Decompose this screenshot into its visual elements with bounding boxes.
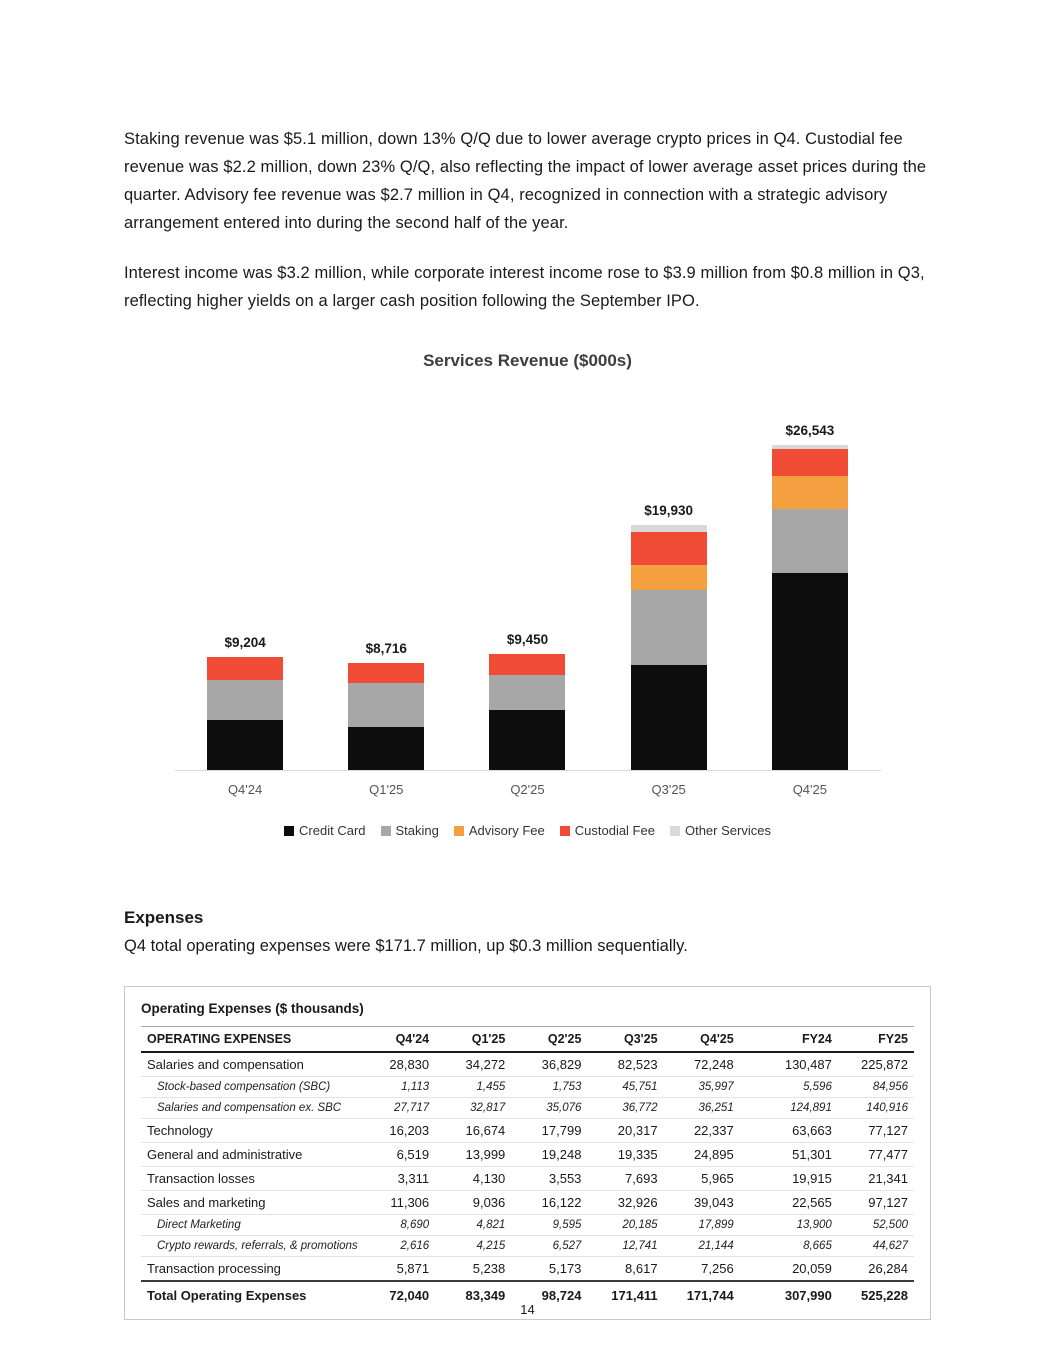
cell-value: 84,956 bbox=[838, 1077, 914, 1098]
chart-legend bbox=[124, 823, 931, 838]
cell-value: 5,173 bbox=[511, 1257, 587, 1282]
table-row-crypto-rewards-referrals-promotions bbox=[141, 1236, 914, 1257]
cell-value: 3,311 bbox=[359, 1167, 435, 1191]
cell-value: 171,744 bbox=[664, 1281, 740, 1309]
cell-value: 13,900 bbox=[762, 1215, 838, 1236]
bar-segment-staking bbox=[207, 680, 283, 720]
row-label: Total Operating Expenses bbox=[141, 1281, 359, 1309]
bar-segment-credit-card bbox=[207, 720, 283, 770]
cell-value: 5,238 bbox=[435, 1257, 511, 1282]
column-header-q1-25: Q1'25 bbox=[435, 1027, 511, 1053]
bar-segment-credit-card bbox=[348, 727, 424, 770]
cell-value: 21,144 bbox=[664, 1236, 740, 1257]
bar-q4-25 bbox=[772, 423, 848, 770]
column-header-q3-25: Q3'25 bbox=[587, 1027, 663, 1053]
row-spacer bbox=[740, 1119, 762, 1143]
cell-value: 20,317 bbox=[587, 1119, 663, 1143]
bar-segment-custodial-fee bbox=[348, 663, 424, 683]
cell-value: 35,076 bbox=[511, 1098, 587, 1119]
cell-value: 72,040 bbox=[359, 1281, 435, 1309]
cell-value: 97,127 bbox=[838, 1191, 914, 1215]
bar-q2-25 bbox=[489, 632, 565, 770]
bar-segment-staking bbox=[631, 590, 707, 665]
table-body bbox=[141, 1052, 914, 1309]
cell-value: 45,751 bbox=[587, 1077, 663, 1098]
legend-label-credit-card: Credit Card bbox=[299, 823, 366, 838]
bar-segment-custodial-fee bbox=[631, 532, 707, 565]
table-row-stock-based-compensation-sbc bbox=[141, 1077, 914, 1098]
services-revenue-chart bbox=[124, 351, 931, 838]
cell-value: 4,130 bbox=[435, 1167, 511, 1191]
legend-item-credit-card bbox=[284, 823, 365, 838]
bar-segment-credit-card bbox=[489, 710, 565, 770]
row-spacer bbox=[740, 1098, 762, 1119]
bar-segment-custodial-fee bbox=[772, 449, 848, 476]
table-row-general-and-administrative bbox=[141, 1143, 914, 1167]
bar-segment-advisory-fee bbox=[772, 476, 848, 509]
column-header-operating-expenses: OPERATING EXPENSES bbox=[141, 1027, 359, 1053]
column-header-fy25: FY25 bbox=[838, 1027, 914, 1053]
cell-value: 35,997 bbox=[664, 1077, 740, 1098]
legend-swatch-staking bbox=[381, 826, 391, 836]
cell-value: 7,693 bbox=[587, 1167, 663, 1191]
cell-value: 39,043 bbox=[664, 1191, 740, 1215]
table-row-sales-and-marketing bbox=[141, 1191, 914, 1215]
row-label: Salaries and compensation ex. SBC bbox=[141, 1098, 359, 1119]
cell-value: 83,349 bbox=[435, 1281, 511, 1309]
legend-item-custodial-fee bbox=[560, 823, 655, 838]
column-header-q4-25: Q4'25 bbox=[664, 1027, 740, 1053]
legend-item-other-services bbox=[670, 823, 771, 838]
bar-segment-credit-card bbox=[772, 573, 848, 770]
cell-value: 124,891 bbox=[762, 1098, 838, 1119]
cell-value: 8,690 bbox=[359, 1215, 435, 1236]
cell-value: 9,036 bbox=[435, 1191, 511, 1215]
row-label: Sales and marketing bbox=[141, 1191, 359, 1215]
cell-value: 82,523 bbox=[587, 1052, 663, 1077]
legend-swatch-other-services bbox=[670, 826, 680, 836]
bar-segment-staking bbox=[348, 683, 424, 727]
cell-value: 5,596 bbox=[762, 1077, 838, 1098]
bar-segment-staking bbox=[489, 675, 565, 710]
legend-item-advisory-fee bbox=[454, 823, 545, 838]
cell-value: 13,999 bbox=[435, 1143, 511, 1167]
legend-swatch-custodial-fee bbox=[560, 826, 570, 836]
table-header-row bbox=[141, 1027, 914, 1053]
legend-swatch-credit-card bbox=[284, 826, 294, 836]
bar-q4-24 bbox=[207, 635, 283, 770]
cell-value: 2,616 bbox=[359, 1236, 435, 1257]
legend-swatch-advisory-fee bbox=[454, 826, 464, 836]
table-row-direct-marketing bbox=[141, 1215, 914, 1236]
x-axis-label-q3-25: Q3'25 bbox=[651, 782, 686, 797]
header-spacer bbox=[740, 1027, 762, 1053]
row-label: Stock-based compensation (SBC) bbox=[141, 1077, 359, 1098]
cell-value: 16,122 bbox=[511, 1191, 587, 1215]
cell-value: 77,477 bbox=[838, 1143, 914, 1167]
cell-value: 8,617 bbox=[587, 1257, 663, 1282]
row-label: General and administrative bbox=[141, 1143, 359, 1167]
bar-total-label-q3-25: $19,930 bbox=[644, 503, 694, 518]
cell-value: 36,772 bbox=[587, 1098, 663, 1119]
cell-value: 20,185 bbox=[587, 1215, 663, 1236]
bar-q1-25 bbox=[348, 641, 424, 770]
cell-value: 98,724 bbox=[511, 1281, 587, 1309]
cell-value: 16,203 bbox=[359, 1119, 435, 1143]
row-label: Salaries and compensation bbox=[141, 1052, 359, 1077]
bar-segment-staking bbox=[772, 509, 848, 573]
cell-value: 36,251 bbox=[664, 1098, 740, 1119]
paragraph-interest-income: Interest income was $3.2 million, while corporate interest income rose to $3.9 million from $0.8 million in Q3, reflecting higher yields on a larger cash position following the September IPO. bbox=[124, 264, 925, 310]
cell-value: 22,337 bbox=[664, 1119, 740, 1143]
row-spacer bbox=[740, 1077, 762, 1098]
cell-value: 5,871 bbox=[359, 1257, 435, 1282]
cell-value: 140,916 bbox=[838, 1098, 914, 1119]
cell-value: 72,248 bbox=[664, 1052, 740, 1077]
cell-value: 3,553 bbox=[511, 1167, 587, 1191]
cell-value: 36,829 bbox=[511, 1052, 587, 1077]
cell-value: 4,215 bbox=[435, 1236, 511, 1257]
row-spacer bbox=[740, 1143, 762, 1167]
cell-value: 8,665 bbox=[762, 1236, 838, 1257]
cell-value: 225,872 bbox=[838, 1052, 914, 1077]
bar-segment-custodial-fee bbox=[489, 654, 565, 675]
expenses-heading: Expenses bbox=[124, 908, 204, 927]
cell-value: 9,595 bbox=[511, 1215, 587, 1236]
cell-value: 32,817 bbox=[435, 1098, 511, 1119]
cell-value: 4,821 bbox=[435, 1215, 511, 1236]
cell-value: 1,455 bbox=[435, 1077, 511, 1098]
cell-value: 26,284 bbox=[838, 1257, 914, 1282]
chart-plot-area bbox=[175, 399, 881, 771]
bar-segment-custodial-fee bbox=[207, 657, 283, 680]
cell-value: 34,272 bbox=[435, 1052, 511, 1077]
cell-value: 12,741 bbox=[587, 1236, 663, 1257]
table-title: Operating Expenses ($ thousands) bbox=[141, 1001, 364, 1016]
page-number: 14 bbox=[520, 1302, 535, 1317]
legend-label-custodial-fee: Custodial Fee bbox=[574, 823, 655, 838]
bar-segment-other-services bbox=[631, 525, 707, 532]
bar-total-label-q2-25: $9,450 bbox=[506, 632, 549, 647]
cell-value: 16,674 bbox=[435, 1119, 511, 1143]
bar-total-label-q4-24: $9,204 bbox=[224, 635, 266, 650]
bar-total-label-q4-25: $26,543 bbox=[785, 423, 835, 438]
table-row-technology bbox=[141, 1119, 914, 1143]
cell-value: 19,335 bbox=[587, 1143, 663, 1167]
table-row-salaries-and-compensation bbox=[141, 1052, 914, 1077]
expenses-summary-text: Q4 total operating expenses were $171.7 million, up $0.3 million sequentially. bbox=[124, 937, 688, 955]
cell-value: 171,411 bbox=[587, 1281, 663, 1309]
row-label: Transaction processing bbox=[141, 1257, 359, 1282]
cell-value: 307,990 bbox=[762, 1281, 838, 1309]
legend-label-advisory-fee: Advisory Fee bbox=[468, 823, 545, 838]
row-label: Transaction losses bbox=[141, 1167, 359, 1191]
bar-total-label-q1-25: $8,716 bbox=[365, 641, 407, 656]
x-axis-label-q2-25: Q2'25 bbox=[510, 782, 545, 797]
cell-value: 525,228 bbox=[838, 1281, 914, 1309]
legend-label-staking: Staking bbox=[395, 823, 439, 838]
cell-value: 19,248 bbox=[511, 1143, 587, 1167]
row-label: Direct Marketing bbox=[141, 1215, 359, 1236]
cell-value: 52,500 bbox=[838, 1215, 914, 1236]
cell-value: 11,306 bbox=[359, 1191, 435, 1215]
legend-label-other-services: Other Services bbox=[684, 823, 771, 838]
cell-value: 27,717 bbox=[359, 1098, 435, 1119]
row-spacer bbox=[740, 1257, 762, 1282]
cell-value: 21,341 bbox=[838, 1167, 914, 1191]
table-row-transaction-losses bbox=[141, 1167, 914, 1191]
row-label: Crypto rewards, referrals, & promotions bbox=[141, 1236, 359, 1257]
row-spacer bbox=[740, 1236, 762, 1257]
bar-segment-advisory-fee bbox=[631, 565, 707, 590]
operating-expenses-table-card bbox=[124, 986, 931, 1320]
legend-item-staking bbox=[381, 823, 439, 838]
cell-value: 17,899 bbox=[664, 1215, 740, 1236]
column-header-fy24: FY24 bbox=[762, 1027, 838, 1053]
cell-value: 63,663 bbox=[762, 1119, 838, 1143]
chart-title: Services Revenue ($000s) bbox=[423, 351, 632, 370]
table-row-transaction-processing bbox=[141, 1257, 914, 1282]
chart-x-axis bbox=[175, 771, 881, 797]
cell-value: 51,301 bbox=[762, 1143, 838, 1167]
x-axis-label-q1-25: Q1'25 bbox=[369, 782, 404, 797]
cell-value: 6,519 bbox=[359, 1143, 435, 1167]
cell-value: 5,965 bbox=[664, 1167, 740, 1191]
paragraph-staking-revenue: Staking revenue was $5.1 million, down 13% Q/Q due to lower average crypto prices in Q4. Custodial fee revenue was $2.2 million, down 23% Q/Q, also reflecting the impact of lower average asset prices during the quarter. Advisory fee revenue was $2.7 million in Q4, recognized in connection with a strategic advisory arrangement entered into during the second half of the year. bbox=[124, 130, 927, 232]
cell-value: 22,565 bbox=[762, 1191, 838, 1215]
cell-value: 130,487 bbox=[762, 1052, 838, 1077]
table-row-salaries-and-compensation-ex-sbc bbox=[141, 1098, 914, 1119]
bar-segment-credit-card bbox=[631, 665, 707, 770]
cell-value: 6,527 bbox=[511, 1236, 587, 1257]
x-axis-label-q4-24: Q4'24 bbox=[227, 782, 263, 797]
cell-value: 24,895 bbox=[664, 1143, 740, 1167]
row-spacer bbox=[740, 1191, 762, 1215]
cell-value: 1,113 bbox=[359, 1077, 435, 1098]
cell-value: 7,256 bbox=[664, 1257, 740, 1282]
row-spacer bbox=[740, 1215, 762, 1236]
cell-value: 77,127 bbox=[838, 1119, 914, 1143]
row-spacer bbox=[740, 1167, 762, 1191]
row-spacer bbox=[740, 1052, 762, 1077]
cell-value: 17,799 bbox=[511, 1119, 587, 1143]
cell-value: 28,830 bbox=[359, 1052, 435, 1077]
cell-value: 1,753 bbox=[511, 1077, 587, 1098]
cell-value: 20,059 bbox=[762, 1257, 838, 1282]
operating-expenses-table bbox=[141, 1026, 914, 1309]
bar-q3-25 bbox=[631, 503, 707, 770]
cell-value: 32,926 bbox=[587, 1191, 663, 1215]
column-header-q2-25: Q2'25 bbox=[511, 1027, 587, 1053]
x-axis-label-q4-25: Q4'25 bbox=[792, 782, 827, 797]
row-label: Technology bbox=[141, 1119, 359, 1143]
cell-value: 44,627 bbox=[838, 1236, 914, 1257]
column-header-q4-24: Q4'24 bbox=[359, 1027, 435, 1053]
cell-value: 19,915 bbox=[762, 1167, 838, 1191]
